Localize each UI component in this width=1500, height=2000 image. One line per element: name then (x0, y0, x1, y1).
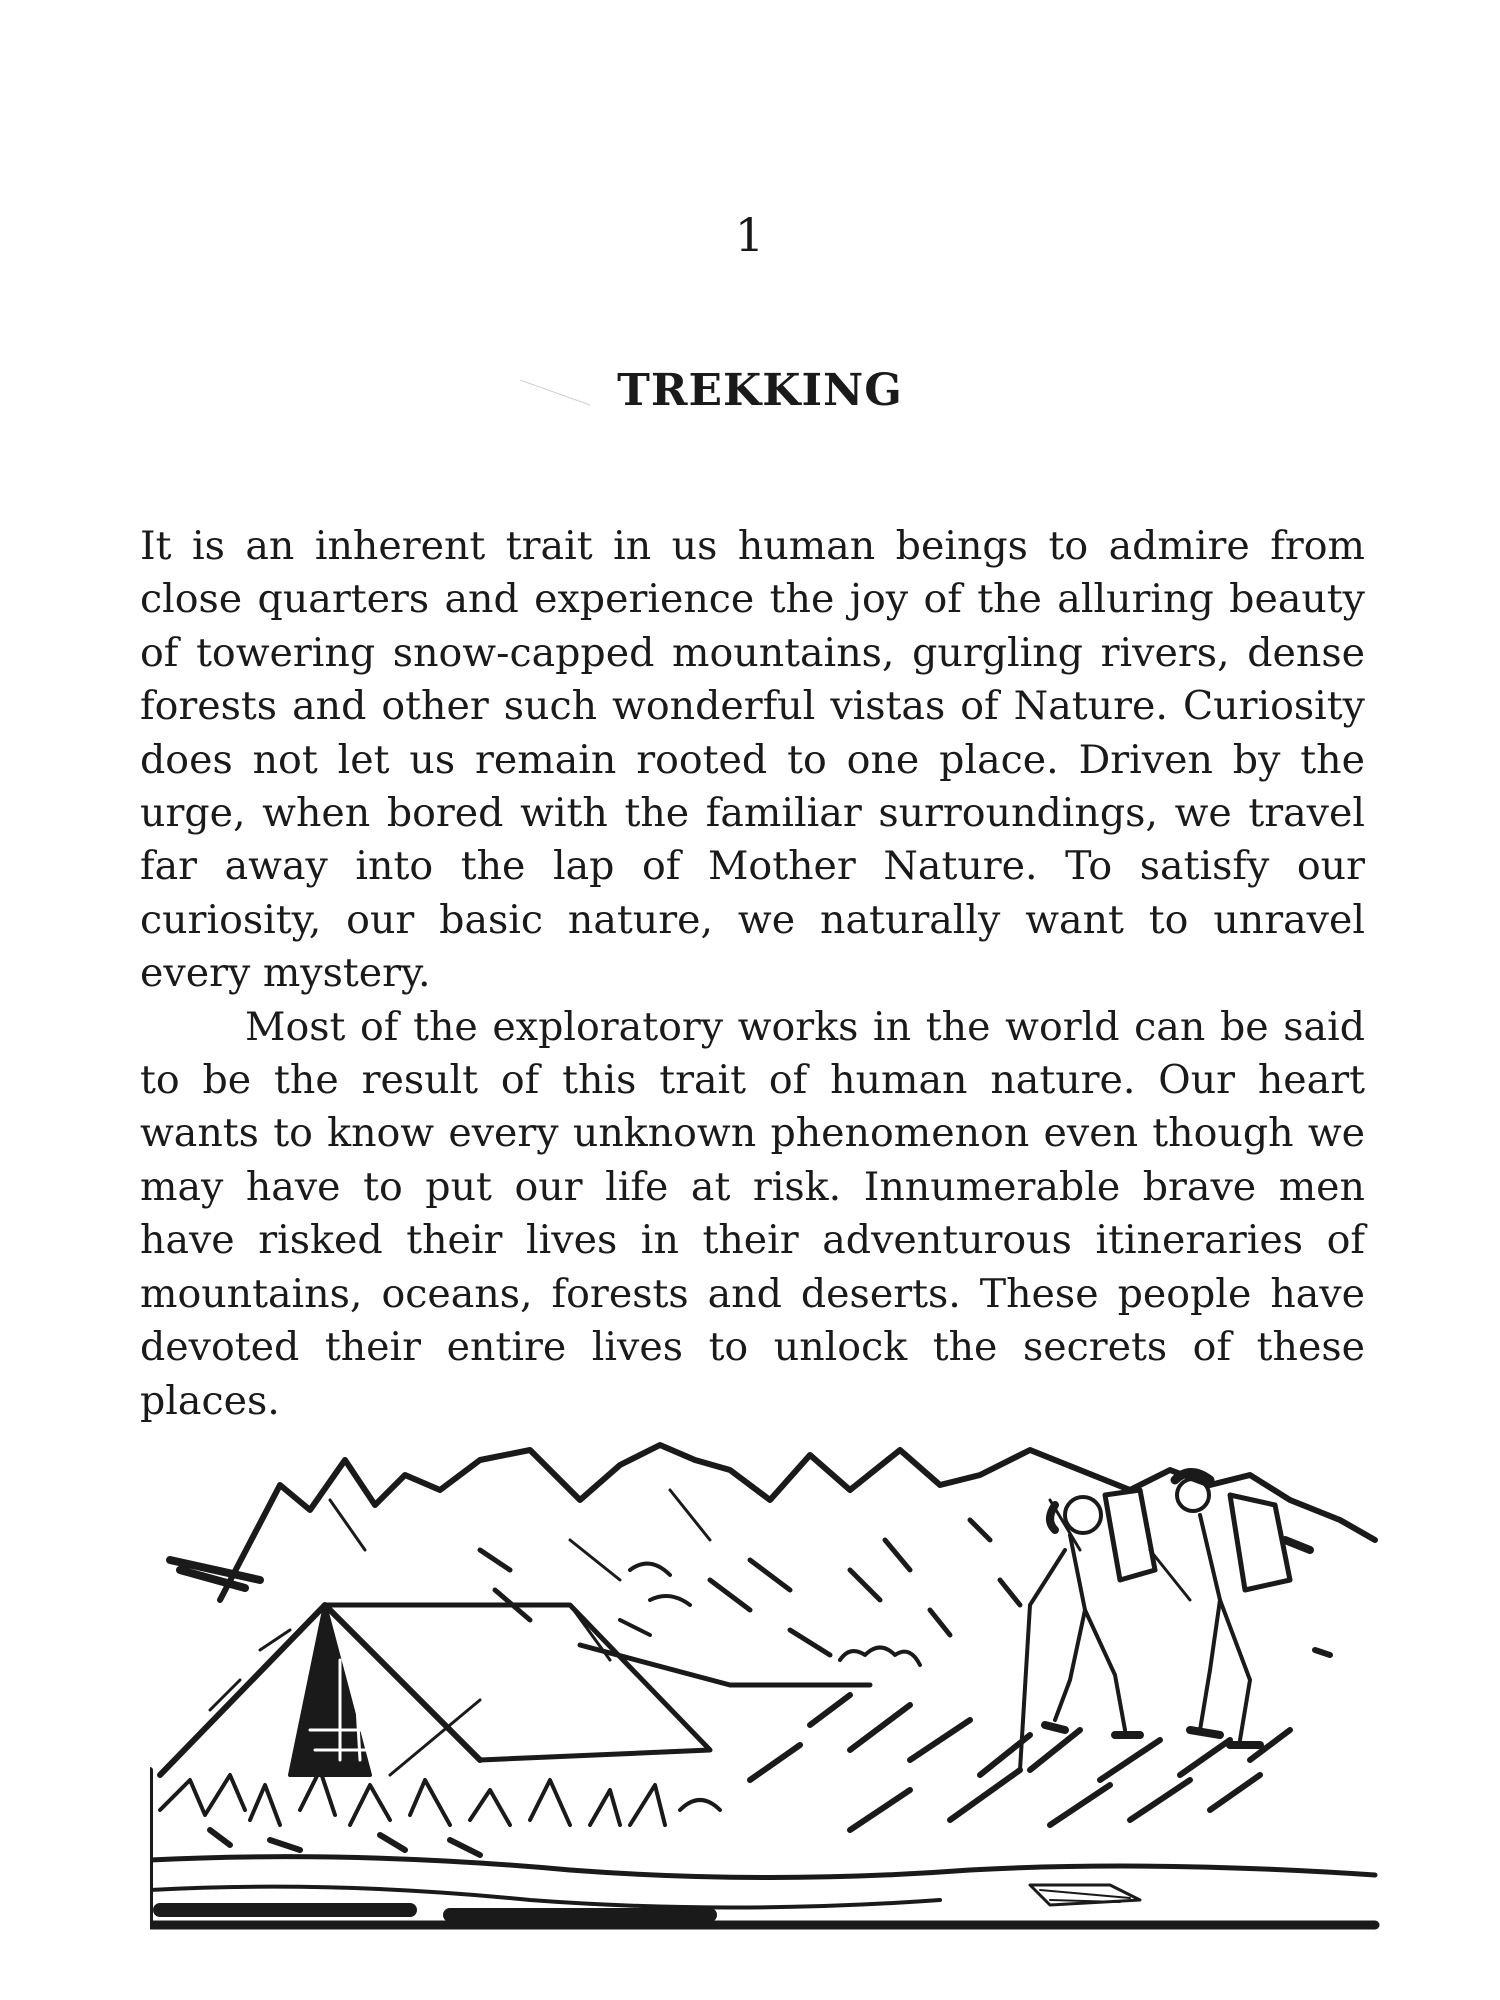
chapter-title: TREKKING (617, 365, 903, 416)
scan-speck (520, 380, 600, 410)
paragraph-1: It is an inherent trait in us human beings to admire from close quarters and experience the joy of the alluring beauty of towering snow-capped mountains, gurgling rivers, dense forests and other such wonderful vistas of Nature. Curiosity does not let us remain rooted to one place. Driven by the urge, when bored with the familiar surroundings, we travel far away into the lap of Mother Nature. To satisfy our curiosity, our basic nature, we naturally want to unravel every mystery. (140, 523, 1365, 997)
chapter-number: 1 (734, 208, 766, 262)
trekking-illustration (150, 1430, 1380, 1945)
chapter-body (140, 520, 1365, 1428)
paragraph-2: Most of the exploratory works in the world can be said to be the result of this trait of human nature. Our heart wants to know every unknown phenomenon even though we may have to put our life at risk. Innumerable brave men have risked their lives in their adventurous itineraries of mountains, oceans, forests and deserts. These people have devoted their entire lives to unlock the secrets of these places. (140, 1003, 1365, 1424)
